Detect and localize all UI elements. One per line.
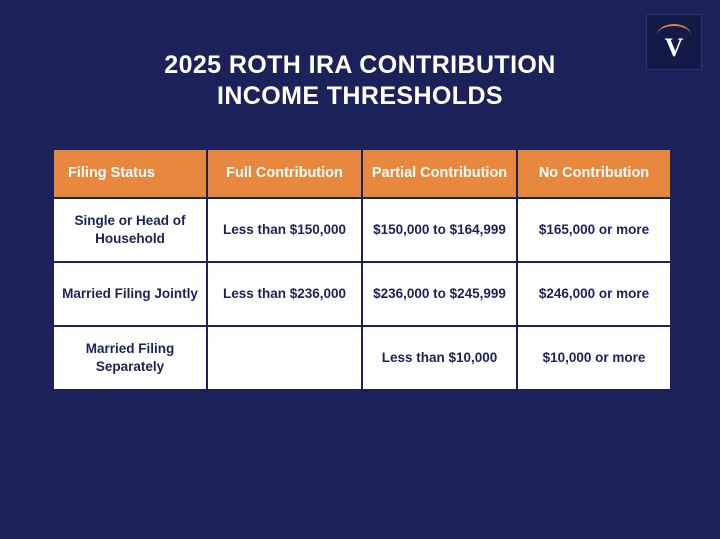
cell-full-contribution: Less than $236,000 (208, 263, 361, 325)
table-header-row (54, 150, 670, 197)
column-header-partial-contribution: Partial Contribution (363, 150, 516, 197)
cell-no-contribution: $10,000 or more (518, 327, 670, 389)
cell-partial-contribution: $236,000 to $245,999 (363, 263, 516, 325)
cell-full-contribution: Less than $150,000 (208, 199, 361, 261)
cell-filing-status: Married Filing Separately (54, 327, 206, 389)
table-row (54, 199, 670, 261)
cell-partial-contribution: $150,000 to $164,999 (363, 199, 516, 261)
table-row (54, 263, 670, 325)
thresholds-table (52, 148, 672, 391)
table-row (54, 327, 670, 389)
cell-full-contribution (208, 327, 361, 389)
page-title-line-1: 2025 ROTH IRA CONTRIBUTION (164, 51, 556, 79)
cell-no-contribution: $165,000 or more (518, 199, 670, 261)
page-title-line-2: INCOME THRESHOLDS (217, 82, 503, 110)
page-title (0, 50, 720, 112)
column-header-filing-status: Filing Status (54, 150, 206, 197)
cell-filing-status: Single or Head of Household (54, 199, 206, 261)
column-header-no-contribution: No Contribution (518, 150, 670, 197)
cell-partial-contribution: Less than $10,000 (363, 327, 516, 389)
cell-filing-status: Married Filing Jointly (54, 263, 206, 325)
column-header-full-contribution: Full Contribution (208, 150, 361, 197)
cell-no-contribution: $246,000 or more (518, 263, 670, 325)
logo-letter: V (664, 33, 684, 62)
